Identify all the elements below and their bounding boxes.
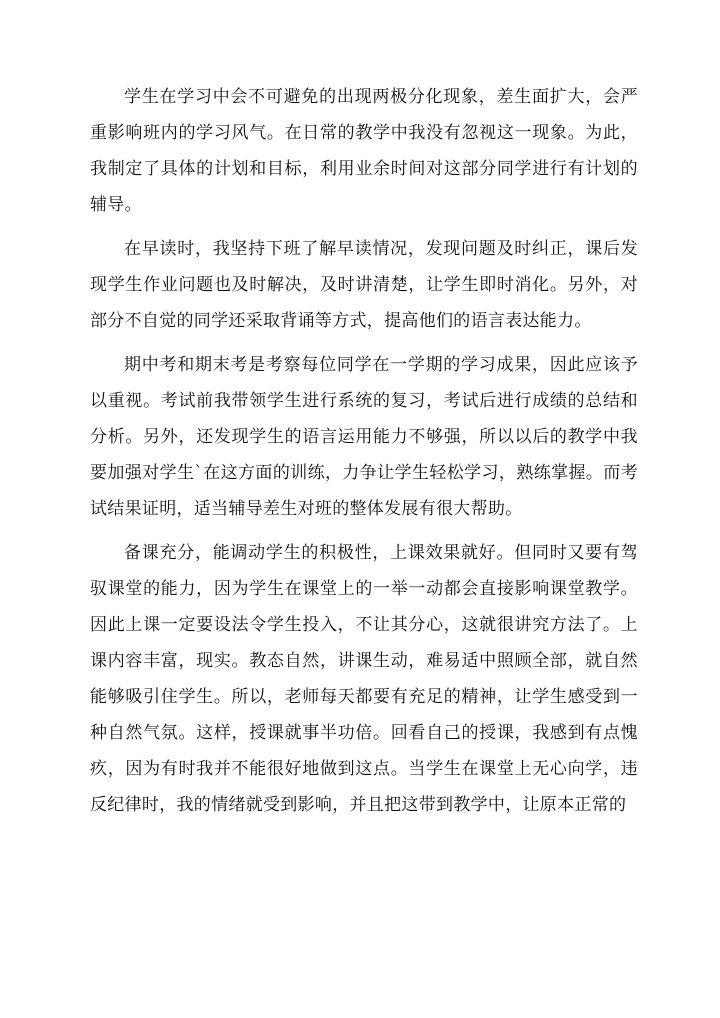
paragraph-4: 备课充分，能调动学生的积极性，上课效果就好。但同时又要有驾驭课堂的能力，因为学生在课堂上的一举一动都会直接影响课堂教学。因此上课一定要设法令学生投入，不让其分心，这就很讲究方法了。上课内容丰富，现实。教态自然，讲课生动，难易适中照顾全部，就自然能够吸引住学生。所以，老师每天都要有充足的精神，让学生感受到一种自然气氛。这样，授课就事半功倍。回看自己的授课，我感到有点愧疚，因为有时我并不能很好地做到这点。当学生在课堂上无心向学，违反纪律时，我的情绪就受到影响，并且把这带到教学中，让原本正常的	[90, 543, 638, 815]
paragraph-3: 期中考和期末考是考察每位同学在一学期的学习成果，因此应该予以重视。考试前我带领学生进行系统的复习，考试后进行成绩的总结和分析。另外，还发现学生的语言运用能力不够强，所以以后的教学中我要加强对学生`在这方面的训练，力争让学生轻松学习，熟练掌握。而考试结果证明，适当辅导差生对班的整体发展有很大帮助。	[90, 355, 638, 519]
paragraph-1: 学生在学习中会不可避免的出现两极分化现象，差生面扩大，会严重影响班内的学习风气。在日常的教学中我没有忽视这一现象。为此，我制定了具体的计划和目标，利用业余时间对这部分同学进行有计划的辅导。	[90, 87, 638, 215]
document-body	[90, 79, 638, 831]
paragraph-2: 在早读时，我坚持下班了解早读情况，发现问题及时纠正，课后发现学生作业问题也及时解决，及时讲清楚，让学生即时消化。另外，对部分不自觉的同学还采取背诵等方式，提高他们的语言表达能力。	[90, 239, 638, 331]
